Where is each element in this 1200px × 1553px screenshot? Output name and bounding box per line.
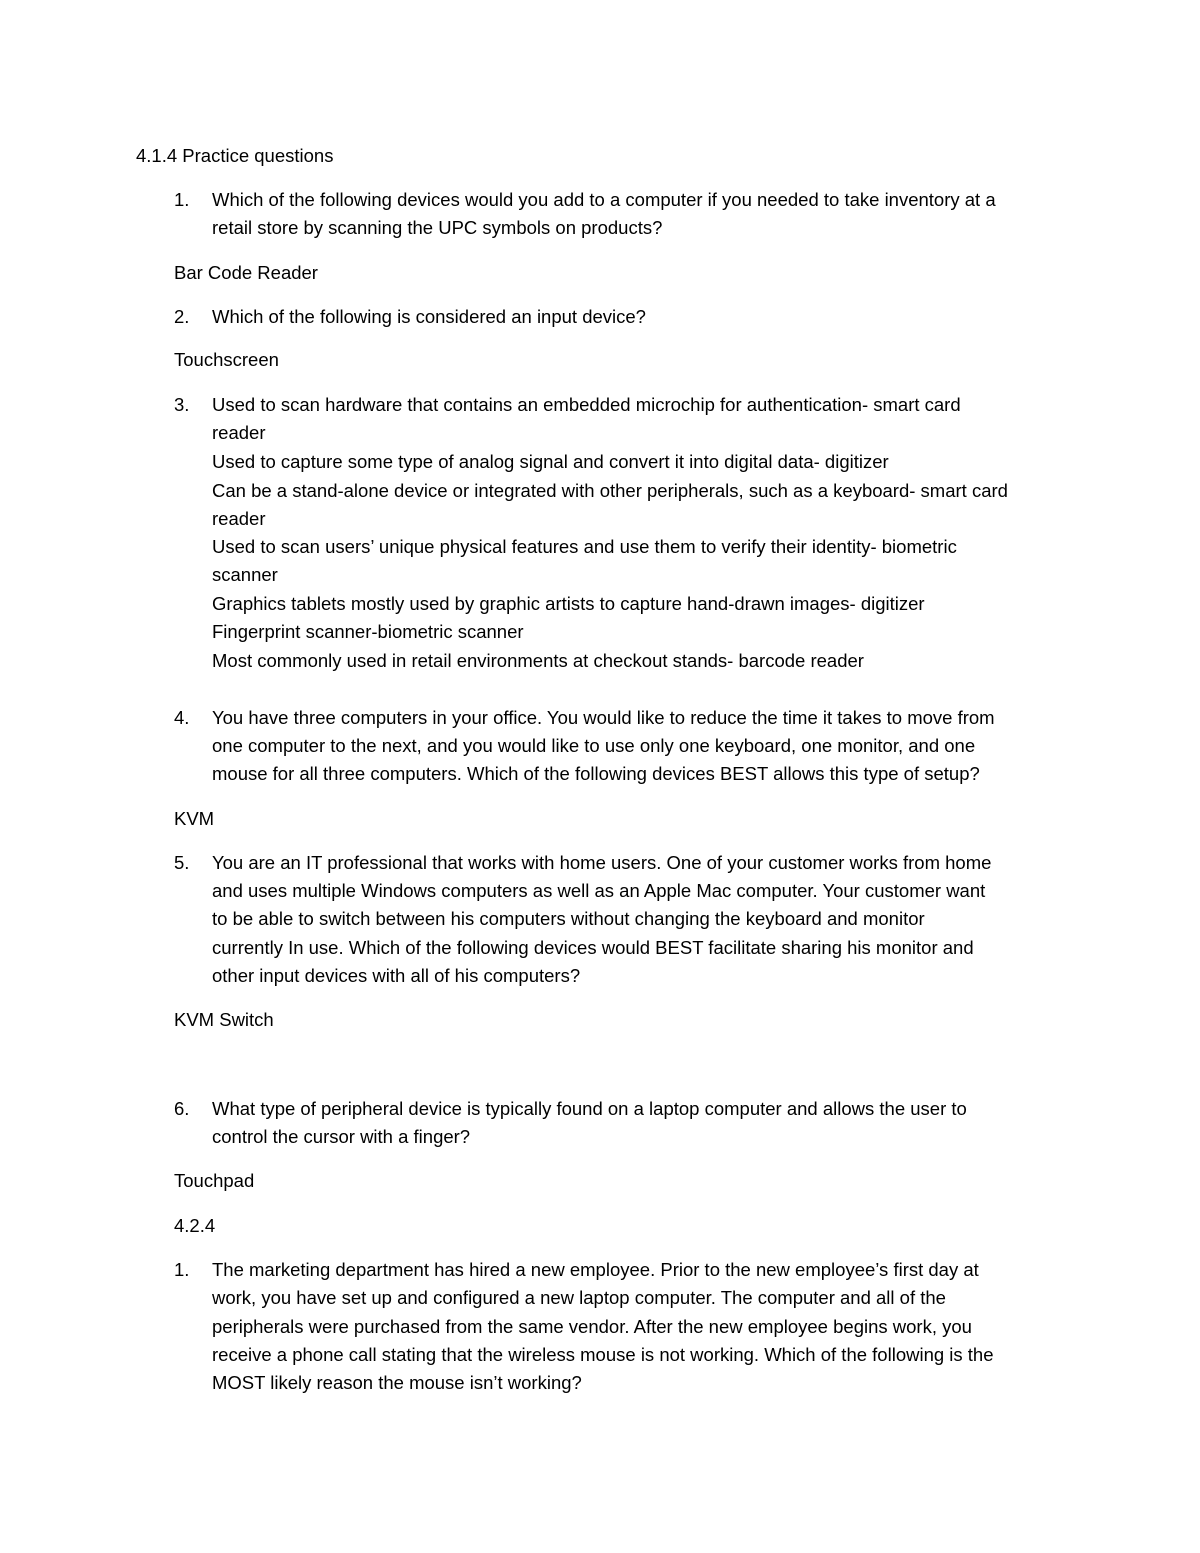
question-number: 5. [174, 852, 190, 873]
question-number: 4. [174, 707, 190, 728]
question-text: The marketing department has hired a new employee. Prior to the new employee’s first day at [212, 1259, 979, 1280]
question-number: 6. [174, 1098, 190, 1119]
question-text: MOST likely reason the mouse isn’t working? [212, 1372, 582, 1393]
question-text: Most commonly used in retail environments at checkout stands- barcode reader [212, 650, 864, 671]
question-text: currently In use. Which of the following devices would BEST facilitate sharing his monitor and [212, 937, 974, 958]
question-number: 1. [174, 1259, 190, 1280]
question-text: Used to scan hardware that contains an embedded microchip for authentication- smart card [212, 394, 961, 415]
question-text: scanner [212, 564, 278, 585]
question-text: retail store by scanning the UPC symbols on products? [212, 217, 663, 238]
question-number: 3. [174, 394, 190, 415]
question-text: other input devices with all of his computers? [212, 965, 581, 986]
question-text: Which of the following is considered an input device? [212, 306, 646, 327]
question-text: control the cursor with a finger? [212, 1126, 471, 1147]
question-text: What type of peripheral device is typically found on a laptop computer and allows the user to [212, 1098, 967, 1119]
question-text: peripherals were purchased from the same vendor. After the new employee begins work, you [212, 1316, 972, 1337]
question-text: You have three computers in your office. You would like to reduce the time it takes to move from [212, 707, 995, 728]
answer-text: Touchscreen [174, 349, 279, 370]
answer-text: Touchpad [174, 1170, 255, 1191]
question-text: receive a phone call stating that the wireless mouse is not working. Which of the following is the [212, 1344, 994, 1365]
question-text: reader [212, 422, 266, 443]
question-text: and uses multiple Windows computers as well as an Apple Mac computer. Your customer want [212, 880, 986, 901]
section-heading: 4.2.4 [174, 1215, 216, 1236]
question-text: Fingerprint scanner-biometric scanner [212, 621, 524, 642]
question-number: 2. [174, 306, 190, 327]
question-text: Used to scan users’ unique physical features and use them to verify their identity- biometric [212, 536, 957, 557]
question-text: Which of the following devices would you add to a computer if you needed to take inventory at a [212, 189, 996, 210]
answer-text: KVM [174, 808, 215, 829]
question-text: one computer to the next, and you would like to use only one keyboard, one monitor, and one [212, 735, 976, 756]
section-heading: 4.1.4 Practice questions [136, 145, 334, 166]
question-text: reader [212, 508, 266, 529]
answer-text: Bar Code Reader [174, 262, 318, 283]
question-text: mouse for all three computers. Which of the following devices BEST allows this type of setup? [212, 763, 980, 784]
answer-text: KVM Switch [174, 1009, 274, 1030]
question-text: Used to capture some type of analog signal and convert it into digital data- digitizer [212, 451, 889, 472]
question-text: to be able to switch between his computers without changing the keyboard and monitor [212, 908, 925, 929]
question-number: 1. [174, 189, 190, 210]
question-text: work, you have set up and configured a new laptop computer. The computer and all of the [212, 1287, 946, 1308]
question-text: Can be a stand-alone device or integrated with other peripherals, such as a keyboard- smart card [212, 480, 1008, 501]
question-text: Graphics tablets mostly used by graphic artists to capture hand-drawn images- digitizer [212, 593, 925, 614]
question-text: You are an IT professional that works with home users. One of your customer works from home [212, 852, 992, 873]
